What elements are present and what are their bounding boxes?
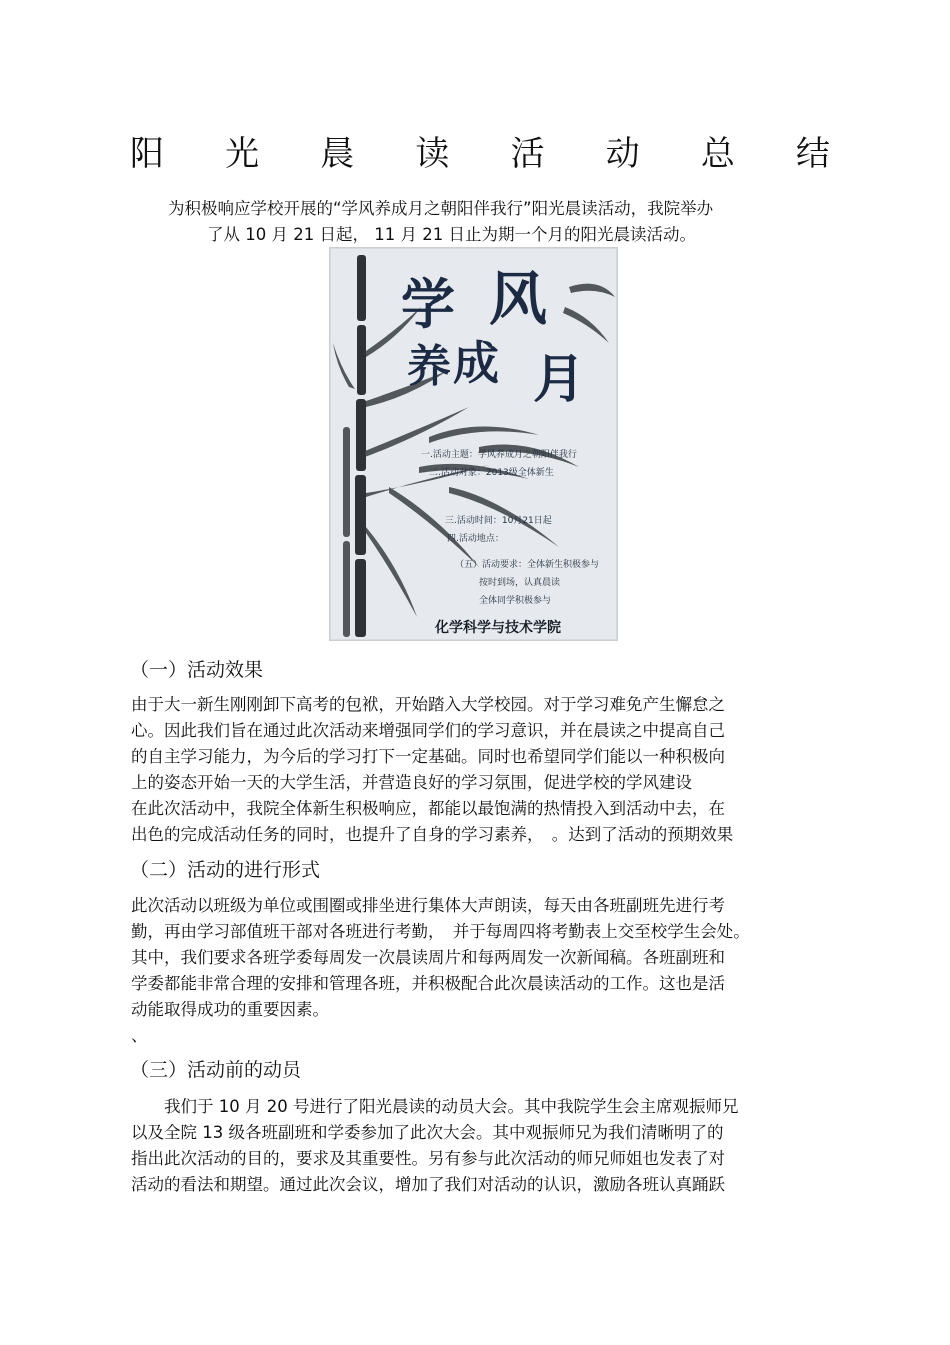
poster-handwriting: （五）活动要求：全体新生积极参与 xyxy=(455,560,600,570)
section-heading: （三）活动前的动员 xyxy=(130,1059,302,1081)
paragraph-line: 动能取得成功的重要因素。 xyxy=(131,1000,329,1019)
activity-poster-image xyxy=(329,247,618,641)
title-char: 晨 xyxy=(320,133,355,174)
intro-line: 了从 10 月 21 日起， 11 月 21 日止为期一个月的阳光晨读活动。 xyxy=(207,225,696,244)
poster-handwriting: 三.活动时间：10月21日起 xyxy=(445,516,552,526)
poster-handwriting: 全体同学积极参与 xyxy=(479,596,552,606)
section-heading: （二）活动的进行形式 xyxy=(130,859,321,881)
paragraph-line: 的自主学习能力，为今后的学习打下一定基础。同时也希望同学们能以一种积极向 xyxy=(131,747,725,766)
paragraph-line: 在此次活动中，我院全体新生积极响应，都能以最饱满的热情投入到活动中去，在 xyxy=(131,799,725,818)
paragraph-line: 活动的看法和期望。通过此次会议，增加了我们对活动的认识，激励各班认真踊跃 xyxy=(131,1175,725,1194)
section-heading: （一）活动效果 xyxy=(130,659,264,681)
poster-handwriting: 按时到场，认真晨读 xyxy=(479,578,561,588)
poster-handwriting: 二.活动对象：2013级全体新生 xyxy=(429,468,554,478)
paragraph-line: 学委都能非常合理的安排和管理各班，并积极配合此次晨读活动的工作。这也是活 xyxy=(131,974,725,993)
poster-headline-char: 学 xyxy=(401,272,455,336)
poster-handwriting: 一.活动主题：学风养成月之朝阳伴我行 xyxy=(421,450,577,460)
paragraph-line: 指出此次活动的目的，要求及其重要性。另有参与此次活动的师兄师姐也发表了对 xyxy=(131,1149,725,1168)
title-char: 结 xyxy=(795,133,830,174)
poster-headline-char: 月 xyxy=(533,349,586,410)
paragraph-line: 出色的完成活动任务的同时，也提升了自身的学习素养， 。达到了活动的预期效果 xyxy=(131,825,734,844)
title-char: 读 xyxy=(415,133,450,174)
paragraph-line: 其中，我们要求各班学委每周发一次晨读周片和每两周发一次新闻稿。各班副班和 xyxy=(131,948,725,967)
paragraph-line: 我们于 10 月 20 号进行了阳光晨读的动员大会。其中我院学生会主席观振师兄 xyxy=(131,1097,739,1116)
title-char: 总 xyxy=(700,133,735,174)
paragraph-line: 、 xyxy=(131,1026,148,1045)
title-char: 阳 xyxy=(130,133,164,174)
document-title xyxy=(130,128,830,172)
poster-handwriting: 四.活动地点： xyxy=(447,534,504,544)
poster-headline-char: 养 xyxy=(407,341,451,392)
poster-signature: 化学科学与技术学院 xyxy=(435,620,561,636)
paragraph-line: 此次活动以班级为单位或围圈或排坐进行集体大声朗读，每天由各班副班先进行考 xyxy=(131,896,725,915)
title-char: 动 xyxy=(605,133,640,174)
title-char: 活 xyxy=(510,133,545,174)
paragraph-line: 心。因此我们旨在通过此次活动来增强同学们的学习意识，并在晨读之中提高自己 xyxy=(131,721,725,740)
paragraph-line: 上的姿态开始一天的大学生活，并营造良好的学习氛围，促进学校的学风建设 xyxy=(131,773,692,792)
paragraph-line: 以及全院 13 级各班副班和学委参加了此次大会。其中观振师兄为我们清晰明了的 xyxy=(131,1123,724,1142)
paragraph-line: 由于大一新生刚刚卸下高考的包袱，开始踏入大学校园。对于学习难免产生懈怠之 xyxy=(131,695,725,714)
paragraph-line: 勤，再由学习部值班干部对各班进行考勤， 并于每周四将考勤表上交至校学生会处。 xyxy=(131,922,750,941)
title-char: 光 xyxy=(225,133,260,174)
poster-headline-char: 成 xyxy=(453,336,499,390)
intro-line: 为积极响应学校开展的“学风养成月之朝阳伴我行”阳光晨读活动，我院举办 xyxy=(168,199,714,218)
poster-headline-char: 风 xyxy=(489,265,548,333)
